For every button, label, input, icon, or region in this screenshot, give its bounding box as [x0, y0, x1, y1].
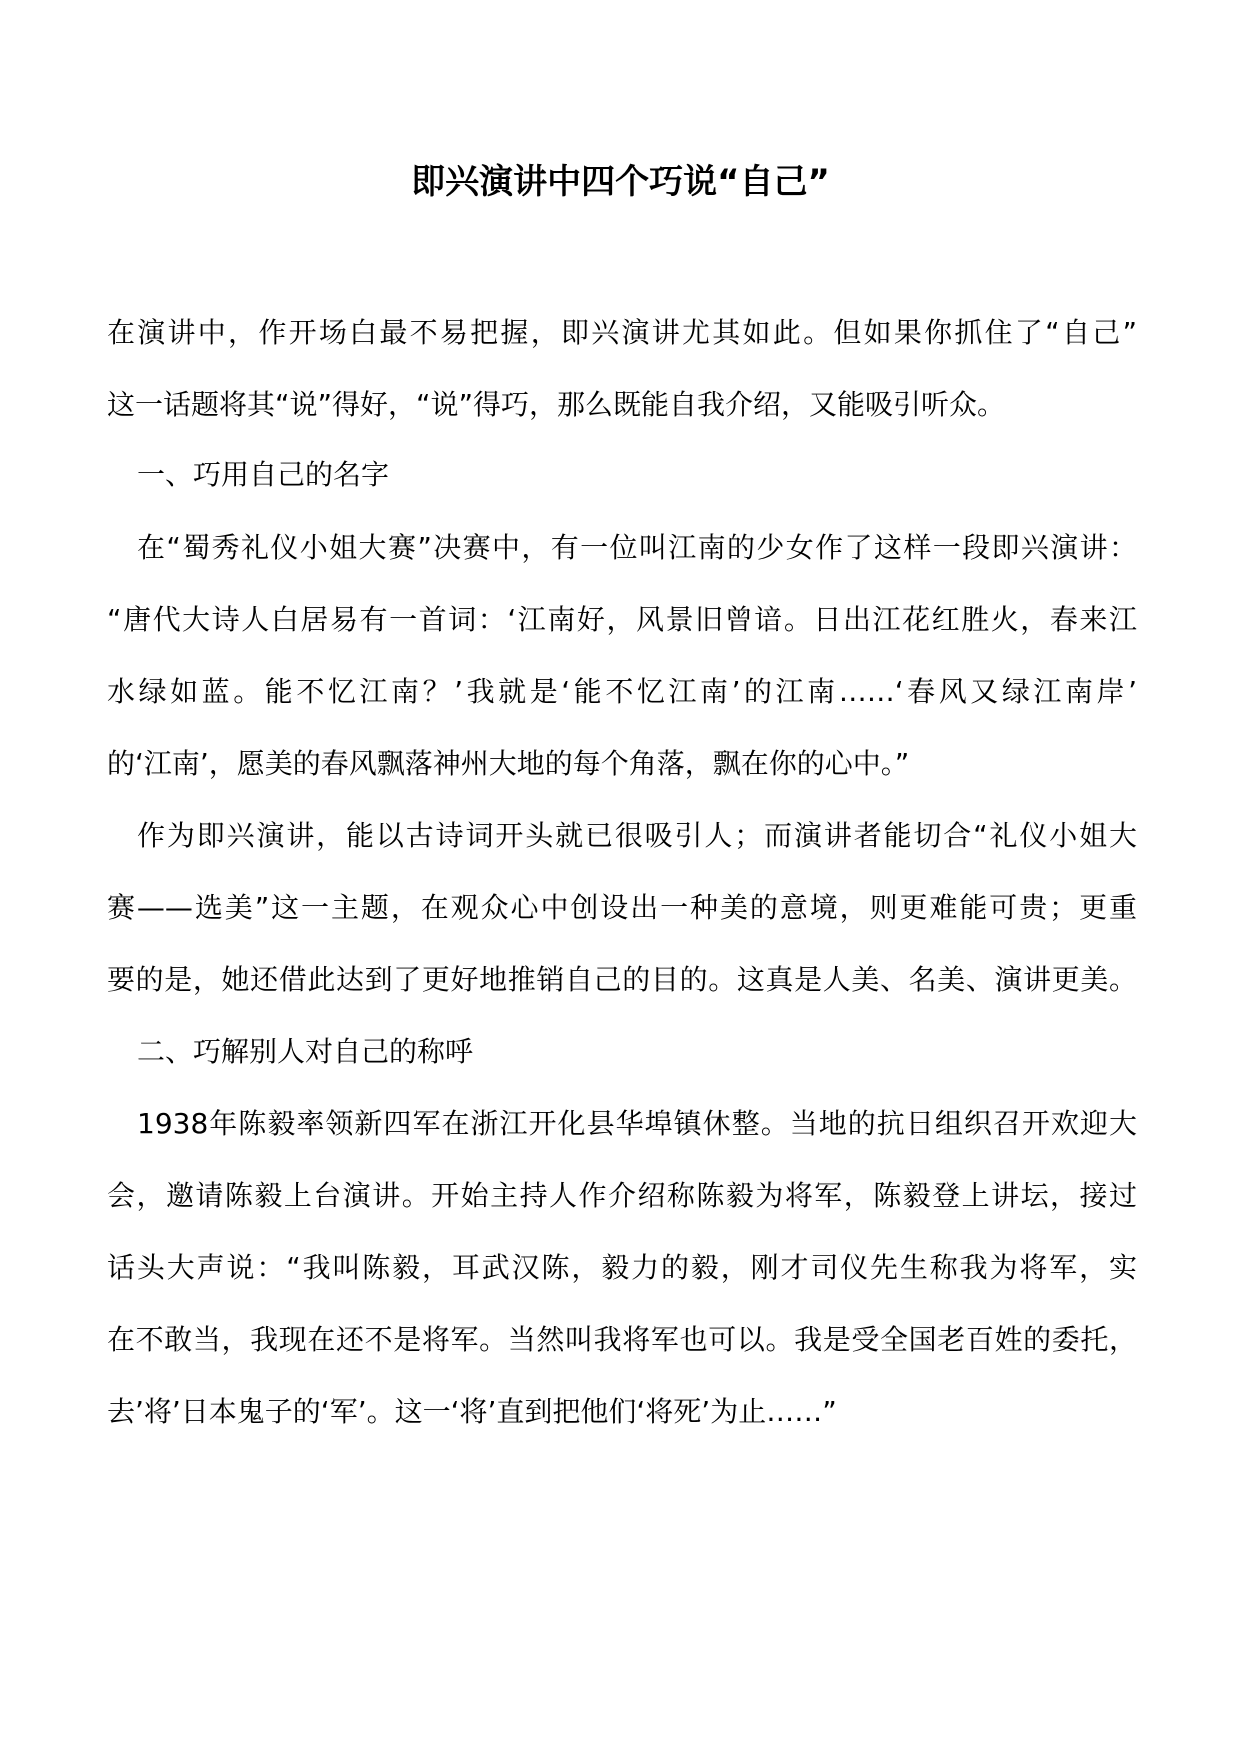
- paragraph-line: 会，邀请陈毅上台演讲。开始主持人作介绍称陈毅为将军，陈毅登上讲坛，接过: [107, 1179, 1137, 1212]
- paragraph-line: 赛——选美”这一主题，在观众心中创设出一种美的意境，则更难能可贵；更重: [107, 891, 1137, 924]
- paragraph-line: 在“蜀秀礼仪小姐大赛”决赛中，有一位叫江南的少女作了这样一段即兴演讲：: [137, 531, 1137, 564]
- paragraph-line: 要的是，她还借此达到了更好地推销自己的目的。这真是人美、名美、演讲更美。: [107, 963, 1137, 996]
- paragraph-line: 去’将’日本鬼子的‘军’。这一‘将’直到把他们‘将死’为止……”: [107, 1395, 837, 1428]
- paragraph-line: 在不敢当，我现在还不是将军。当然叫我将军也可以。我是受全国老百姓的委托，: [107, 1323, 1137, 1356]
- paragraph-line: 作为即兴演讲，能以古诗词开头就已很吸引人；而演讲者能切合“礼仪小姐大: [137, 819, 1137, 852]
- paragraph-line: “唐代大诗人白居易有一首词：‘江南好，风景旧曾谙。日出江花红胜火，春来江: [107, 603, 1137, 636]
- paragraph-line: 话头大声说：“我叫陈毅，耳武汉陈，毅力的毅，刚才司仪先生称我为将军，实: [107, 1251, 1137, 1284]
- paragraph-line: 的‘江南’，愿美的春风飘落神州大地的每个角落，飘在你的心中。”: [107, 747, 910, 780]
- section-heading-2: 二、巧解别人对自己的称呼: [137, 1035, 474, 1068]
- paragraph-line: 水绿如蓝。能不忆江南？’我就是‘能不忆江南’的江南……‘春风又绿江南岸’: [107, 675, 1137, 708]
- section-heading-1: 一、巧用自己的名字: [137, 458, 390, 491]
- paragraph-line: 在演讲中，作开场白最不易把握，即兴演讲尤其如此。但如果你抓住了“自己”: [107, 316, 1137, 349]
- paragraph-line: 这一话题将其“说”得好，“说”得巧，那么既能自我介绍，又能吸引听众。: [107, 388, 1006, 421]
- page-title: 即兴演讲中四个巧说“自己”: [411, 162, 830, 202]
- paragraph-line: 1938年陈毅率领新四军在浙江开化县华埠镇休整。当地的抗日组织召开欢迎大: [137, 1107, 1137, 1140]
